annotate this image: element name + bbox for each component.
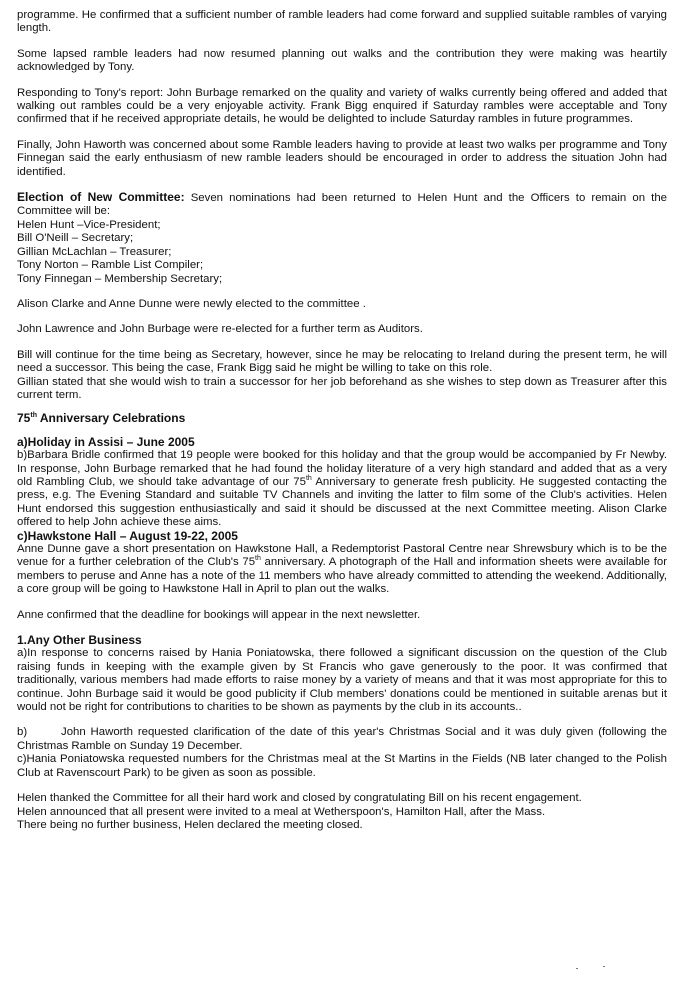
assisi-suffix: th [305,475,312,483]
subheading-hawkstone: c)Hawkstone Hall – August 19-22, 2005 [17,528,238,543]
scan-speck [599,461,601,462]
paragraph-new-committee: Alison Clarke and Anne Dunne were newly elected to the committee . [17,297,366,310]
hawkstone-text-start: Anne Dunne gave a short presentation on Hawkstone Hall, a Redemptorist Pastoral Centre near Shrewsbury which is to be the venue for a further celebration of the Club's 75 [17,543,667,569]
scan-speck [603,966,605,967]
scan-speck [576,968,578,969]
officer-ramble-list-compiler: Tony Norton – Ramble List Compiler; [17,259,204,272]
anniversary-title: Anniversary Celebrations [36,411,186,426]
officer-vice-president: Helen Hunt –Vice-President; [17,218,161,231]
officer-secretary: Bill O'Neill – Secretary; [17,232,134,245]
paragraph-secretary: Bill will continue for the time being as Secretary, however, since he may be relocating to Ireland during the present term, he will need a successor. This being the case, Frank Bigg said he might be willing to take on this role. [17,348,667,375]
paragraph-tony-report: Responding to Tony's report: John Burbage remarked on the quality and variety of walks currently being offered and added that walking out rambles could be a very enjoyable activity. Frank Bigg enquired if Saturday rambles were acceptable and Tony confirmed that if he received appropriate details, he would be delighted to include Saturday rambles in future programmes. [17,86,667,126]
anniversary-suffix: th [30,412,37,420]
anniversary-number: 75 [17,411,31,426]
closing-declared: There being no further business, Helen declared the meeting closed. [17,818,363,831]
anniversary-heading [17,412,667,425]
election-paragraph [17,191,667,219]
paragraph-deadline: Anne confirmed that the deadline for bookings will appear in the next newsletter. [17,608,421,621]
aob-heading: 1.Any Other Business [17,633,142,648]
paragraph-auditors: John Lawrence and John Burbage were re-elected for a further term as Auditors. [17,323,423,336]
officer-list [17,219,667,286]
paragraph-programme: programme. He confirmed that a sufficient number of ramble leaders had come forward and supplied suitable rambles of varying length. [17,9,667,35]
paragraph-aob-b: b) John Haworth requested clarification of the date of this year's Christmas Social and it was duly given (following the Christmas Ramble on Sunday 19 December. [17,726,667,752]
paragraph-aob-a: a)In response to concerns raised by Hania Poniatowska, there followed a significant discussion on the question of the Club raising funds in keeping with the example given by St Francis who gave generously to the poor. It was confirmed that traditionally, various members had made efforts to raise money by a variety of means and that it was most appropriate for this to continue. John Burbage said it would be good publicity if Club members' donations could be mentioned in suitable arenas but it would not be right for contributions to charities to be shown as payments by the club in its accounts.. [17,647,667,714]
closing-thanks: Helen thanked the Committee for all their hard work and closed by congratulating Bill on his recent engagement. [17,792,582,805]
hawkstone-text-end: anniversary. A photograph of the Hall and information sheets were available for members to peruse and Anne has a note of the 11 members who have already committed to attending the weekend. Additionally, a core group will be going to Hawkstone Hall in April to plan out the walks. [17,556,667,596]
minutes-page [17,9,667,832]
subheading-assisi: a)Holiday in Assisi – June 2005 [17,434,195,449]
paragraph-aob-c: c)Hania Poniatowska requested numbers for the Christmas meal at the St Martins in the Fields (NB later changed to the Polish Club at Ravenscourt Park) to be given as soon as possible. [17,753,667,779]
assisi-text-end: Anniversary to generate fresh publicity. He suggested contacting the press, e.g. The Evening Standard and suitable TV Channels and inviting the latter to film some of the Club's activities. Helen Hunt endorsed this suggestion enthusiastically and said it should be discussed at the next Committee meeting. Alison Clarke offered to help John achieve these aims. [17,475,667,529]
officer-treasurer: Gillian McLachlan – Treasurer; [17,245,172,258]
officer-membership-secretary: Tony Finnegan – Membership Secretary; [17,272,223,285]
paragraph-treasurer: Gillian stated that she would wish to train a successor for her job beforehand as she wishes to step down as Treasurer after this current term. [17,375,667,401]
paragraph-lapsed-leaders: Some lapsed ramble leaders had now resumed planning out walks and the contribution they were making was heartily acknowledged by Tony. [17,47,667,74]
paragraph-hawkstone [17,543,667,597]
assisi-text-start: b)Barbara Bridle confirmed that 19 people were booked for this holiday and that the group would be accompanied by Fr Newby. In response, John Burbage remarked that he had found the holiday literature of a very high standard and added that as a very old Rambling Club, we should take advantage of our 75 [17,449,667,488]
hawkstone-suffix: th [255,555,261,563]
election-text: Seven nominations had been returned to Helen Hunt and the Officers to remain on the Committee will be: [17,192,667,218]
paragraph-finally: Finally, John Haworth was concerned about some Ramble leaders having to provide at least two walks per programme and Tony Finnegan said the early enthusiasm of new ramble leaders should be encouraged in order to address the situation John had identified. [17,138,667,178]
election-heading: Election of New Committee: [17,190,185,205]
closing-meal: Helen announced that all present were invited to a meal at Wetherspoon's, Hamilton Hall, after the Mass. [17,805,546,818]
closing-lines [17,792,667,832]
paragraph-assisi [17,449,667,529]
